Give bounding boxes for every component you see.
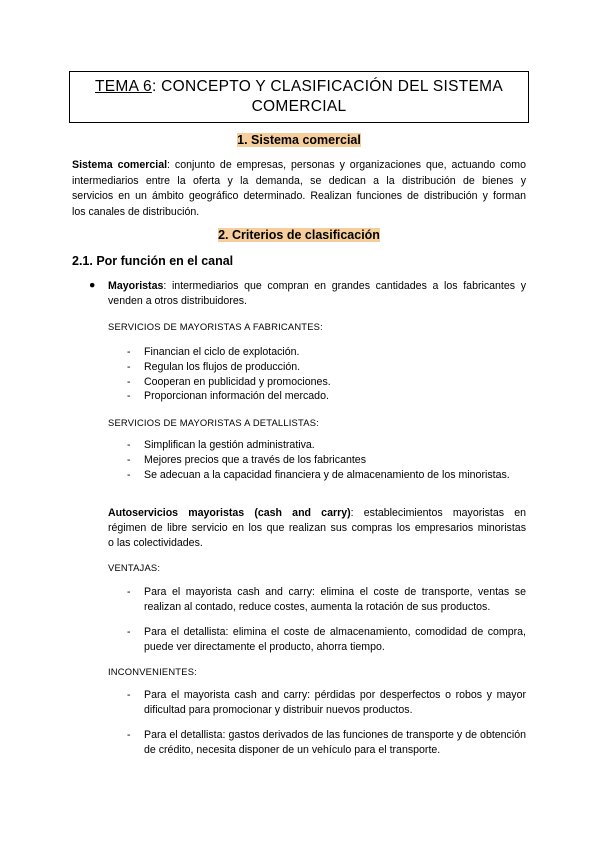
dash-icon: - <box>127 626 131 638</box>
dash-icon: - <box>127 689 131 701</box>
definition-term: Sistema comercial <box>72 159 168 171</box>
list-item-text: Regulan los flujos de producción. <box>144 361 301 373</box>
definition-line: intermediarios entre la oferta y la demanda, se dedican a la distribución de bienes y <box>72 174 526 187</box>
dash-icon: - <box>127 346 131 358</box>
mayoristas-paragraph <box>108 279 526 309</box>
mayoristas-line: venden a otros distribuidores. <box>108 295 247 307</box>
dash-icon: - <box>127 469 131 481</box>
dash-icon: - <box>127 376 131 388</box>
title-rest: : CONCEPTO Y CLASIFICACIÓN DEL SISTEMA <box>151 78 503 95</box>
list-item-text: Proporcionan información del mercado. <box>144 390 329 402</box>
bullet-icon: ● <box>89 279 96 291</box>
mayoristas-line: : intermediarios que compran en grandes cantidades a los fabricantes y <box>163 280 526 292</box>
definition-line: servicios en un ámbito geográfico determinado. Realizan funciones de distribución y forman <box>72 190 526 202</box>
mayoristas-term: Mayoristas <box>108 280 164 292</box>
section1-heading: 1. Sistema comercial <box>237 133 361 147</box>
definition-line: : conjunto de empresas, personas y organizaciones que, actuando como <box>167 159 526 171</box>
definition-line: los canales de distribución. <box>72 205 200 218</box>
list-item-text: Para el mayorista cash and carry: pérdidas por desperfectos o robos y mayor dificultad para promocionar y distribuir nuevos productos. <box>144 689 526 716</box>
document-title <box>69 71 529 123</box>
fabricantes-label: SERVICIOS DE MAYORISTAS A FABRICANTES: <box>108 321 323 332</box>
dash-icon: - <box>127 729 131 741</box>
ventajas-label: VENTAJAS: <box>108 562 161 573</box>
autoservicios-line: : establecimientos mayoristas en <box>350 507 526 519</box>
title-prefix: TEMA 6 <box>95 78 152 95</box>
autoservicios-paragraph <box>108 506 526 551</box>
list-item-text: Se adecuan a la capacidad financiera y de almacenamiento de los minoristas. <box>144 469 510 481</box>
section2-heading: 2. Criterios de clasificación <box>218 228 380 242</box>
autoservicios-line: régimen de libre servicio en los que realizan sus compras los empresarios minoristas <box>108 522 526 534</box>
list-item-text: Cooperan en publicidad y promociones. <box>144 376 331 388</box>
autoservicios-term: Autoservicios mayoristas (cash and carry) <box>108 507 351 519</box>
list-item-text: Mejores precios que a través de los fabricantes <box>144 454 366 466</box>
title-line2: COMERCIAL <box>251 98 347 115</box>
list-item-text: Para el detallista: gastos derivados de las funciones de transporte y de obtención de crédito, necesita disponer de un vehículo para el transporte. <box>144 729 526 756</box>
section2-heading-row <box>72 228 526 242</box>
list-item-text: Para el mayorista cash and carry: elimina el coste de transporte, ventas se realizan al contado, reduce costes, aumenta la rotación de sus productos. <box>144 586 526 613</box>
dash-icon: - <box>127 439 131 451</box>
detallistas-label: SERVICIOS DE MAYORISTAS A DETALLISTAS: <box>108 417 319 428</box>
list-item-text: Financian el ciclo de explotación. <box>144 346 300 358</box>
list-item-text: Simplifican la gestión administrativa. <box>144 439 315 451</box>
dash-icon: - <box>127 586 131 598</box>
list-item-text: Para el detallista: elimina el coste de almacenamiento, comodidad de compra, puede ver directamente el producto, ahorra tiempo. <box>144 626 526 653</box>
autoservicios-line: o las colectividades. <box>108 537 203 549</box>
dash-icon: - <box>127 390 131 402</box>
inconvenientes-label: INCONVENIENTES: <box>108 666 197 677</box>
section1-heading-row <box>72 133 526 147</box>
section1-definition <box>72 158 526 220</box>
dash-icon: - <box>127 454 131 466</box>
subsection-heading: 2.1. Por función en el canal <box>72 254 234 268</box>
dash-icon: - <box>127 361 131 373</box>
